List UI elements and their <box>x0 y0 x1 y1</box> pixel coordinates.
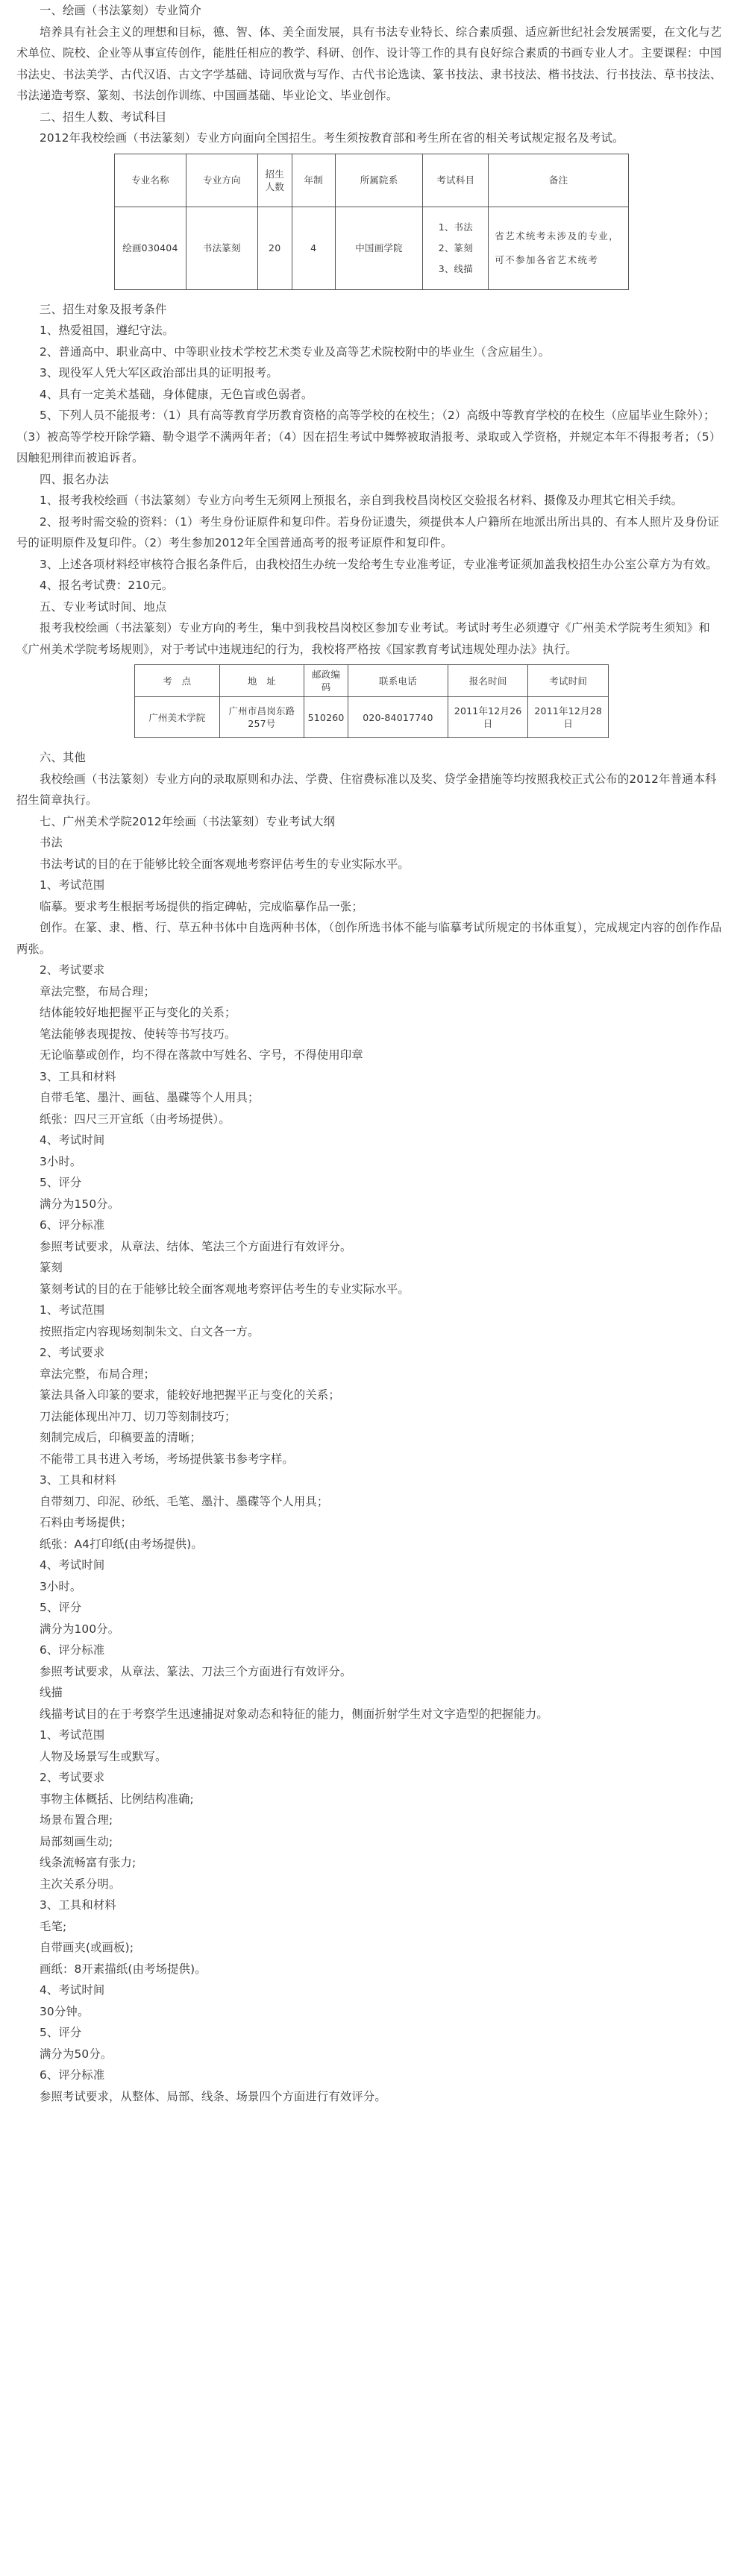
syllabus-line: 纸张：A4打印纸(由考场提供)。 <box>40 1537 203 1551</box>
syllabus-line: 事物主体概括、比例结构准确; <box>40 1792 194 1806</box>
enrollment-table-wrap <box>16 149 727 299</box>
table-header-cell: 报名时间 <box>448 665 528 697</box>
syllabus-line: 参照考试要求，从章法、结体、笔法三个方面进行有效评分。 <box>40 1239 352 1253</box>
shufa-lines <box>16 875 727 1257</box>
subject-purpose: 线描考试目的在于考察学生迅速捕捉对象动态和特征的能力，侧面折射学生对文字造型的把握能力。 <box>40 1707 548 1721</box>
table-row <box>135 697 609 738</box>
syllabus-line: 满分为50分。 <box>40 2047 113 2061</box>
cell-postcode: 510260 <box>304 697 348 738</box>
list-item: 5、下列人员不能报考：（1）具有高等教育学历教育资格的高等学校的在校生；（2）高级中等教育学校的在校生（应届毕业生除外）；（3）被高等学校开除学籍、勒令退学不满两年者；（4）因在招生考试中舞弊被取消报考、录取或入学资格，并规定本年不得报考者；（5）因触犯刑律而被追诉者。 <box>16 409 721 465</box>
syllabus-line: 满分为150分。 <box>40 1197 120 1211</box>
syllabus-line: 2、考试要求 <box>40 1346 105 1359</box>
subject-item: 3、线描 <box>438 262 473 274</box>
syllabus-line: 满分为100分。 <box>40 1622 120 1636</box>
exam-time-paragraph: 报考我校绘画（书法篆刻）专业方向的考生，集中到我校昌岗校区参加专业考试。考试时考生必须遵守《广州美术学院考生须知》和《广州美术学院考场规则》，对于考试中违规违纪的行为，我校将严格按《国家教育考试违规处理办法》执行。 <box>16 621 710 656</box>
exam-table-wrap <box>16 660 727 747</box>
syllabus-line: 画纸：8开素描纸(由考场提供)。 <box>40 1962 207 1976</box>
zhuanke-block <box>16 1257 727 1682</box>
syllabus-line: 临摹。要求考生根据考场提供的指定碑帖，完成临摹作品一张； <box>40 899 363 913</box>
xianmiao-lines <box>16 1725 727 2107</box>
syllabus-line: 自带刻刀、印泥、砂纸、毛笔、墨汁、墨碟等个人用具； <box>40 1494 329 1508</box>
list-item: 4、报名考试费：210元。 <box>40 579 174 592</box>
table-header-row <box>115 154 629 207</box>
syllabus-line: 4、考试时间 <box>40 1558 105 1572</box>
syllabus-line: 无论临摹或创作，均不得在落款中写姓名、字号，不得使用印章 <box>40 1048 363 1062</box>
section-heading-enrollment: 二、招生人数、考试科目 <box>40 110 167 124</box>
subject-item: 2、篆刻 <box>438 242 473 253</box>
table-header-row <box>135 665 609 697</box>
syllabus-line: 笔法能够表现提按、使转等书写技巧。 <box>40 1027 236 1041</box>
section-heading-registration: 四、报名办法 <box>40 472 109 486</box>
syllabus-line: 毛笔; <box>40 1919 67 1933</box>
syllabus-line: 不能带工具书进入考场，考场提供篆书参考字样。 <box>40 1452 294 1466</box>
table-header-cell: 考 点 <box>135 665 220 697</box>
section-heading-syllabus: 七、广州美术学院2012年绘画（书法篆刻）专业考试大纲 <box>40 814 336 828</box>
syllabus-line: 石料由考场提供； <box>40 1516 132 1529</box>
syllabus-line: 自带毛笔、墨汁、画毡、墨碟等个人用具； <box>40 1091 260 1104</box>
syllabus-line: 5、评分 <box>40 1176 82 1189</box>
other-paragraph: 我校绘画（书法篆刻）专业方向的录取原则和办法、学费、住宿费标准以及奖、贷学金措施等均按照我校正式公布的2012年普通本科招生简章执行。 <box>16 772 717 807</box>
syllabus-line: 结体能较好地把握平正与变化的关系； <box>40 1006 236 1019</box>
list-item: 4、具有一定美术基础，身体健康，无色盲或色弱者。 <box>40 387 313 401</box>
syllabus-line: 纸张：四尺三开宣纸（由考场提供）。 <box>40 1112 231 1126</box>
syllabus-line: 1、考试范围 <box>40 1303 105 1317</box>
table-header-cell: 备注 <box>489 154 629 207</box>
syllabus-line: 6、评分标准 <box>40 1218 105 1232</box>
syllabus-line: 3、工具和材料 <box>40 1898 116 1912</box>
table-header-cell: 招生人数 <box>257 154 292 207</box>
cell-phone: 020-84017740 <box>348 697 448 738</box>
subject-title: 线描 <box>40 1686 63 1699</box>
list-item: 2、普通高中、职业高中、中等职业技术学校艺术类专业及高等艺术院校附中的毕业生（含应届生）。 <box>40 344 551 359</box>
cell-quota: 20 <box>257 207 292 289</box>
cell-subjects <box>423 207 489 289</box>
table-header-cell: 年制 <box>292 154 335 207</box>
zhuanke-lines <box>16 1300 727 1682</box>
table-row <box>115 207 629 289</box>
syllabus-line: 章法完整，布局合理； <box>40 984 155 998</box>
syllabus-line: 主次关系分明。 <box>40 1877 121 1891</box>
syllabus-line: 4、考试时间 <box>40 1133 105 1147</box>
cell-direction: 书法篆刻 <box>186 207 257 289</box>
syllabus-line: 参照考试要求，从章法、篆法、刀法三个方面进行有效评分。 <box>40 1664 352 1678</box>
syllabus-line: 3小时。 <box>40 1579 82 1593</box>
subject-title: 篆刻 <box>40 1261 63 1274</box>
syllabus-line: 章法完整，布局合理； <box>40 1367 155 1381</box>
subject-purpose: 书法考试的目的在于能够比较全面客观地考察评估考生的专业实际水平。 <box>40 857 410 871</box>
syllabus-line: 2、考试要求 <box>40 963 105 977</box>
cell-years: 4 <box>292 207 335 289</box>
intro-paragraph: 培养具有社会主义的理想和目标，德、智、体、美全面发展，具有书法专业特长、综合素质强、适应新世纪社会发展需要，在文化与艺术单位、院校、企业等从事宣传创作，能胜任相应的教学、科研、创作、设计等工作的具有良好综合素质的书画专业人才。主要课程：中国书法史、书法美学、古代汉语、古文字学基础、诗词欣赏与写作、古代书论选读、篆书技法、隶书技法、楷书技法、行书技法、草书技法、书法递造考察、篆刻、书法创作训练、中国画基础、毕业论文、毕业创作。 <box>16 25 722 102</box>
table-header-cell: 专业方向 <box>186 154 257 207</box>
syllabus-line: 1、考试范围 <box>40 1728 105 1742</box>
syllabus-line: 3小时。 <box>40 1154 82 1168</box>
subject-title: 书法 <box>40 836 63 849</box>
list-item: 1、报考我校绘画（书法篆刻）专业方向考生无须网上预报名，亲自到我校昌岗校区交验报名材料、摄像及办理其它相关手续。 <box>40 494 683 507</box>
syllabus-line: 篆法具备入印篆的要求，能较好地把握平正与变化的关系； <box>40 1388 340 1402</box>
subject-purpose: 篆刻考试的目的在于能够比较全面客观地考察评估考生的专业实际水平。 <box>40 1282 410 1296</box>
syllabus-line: 3、工具和材料 <box>40 1473 116 1487</box>
syllabus-line: 人物及场景写生或默写。 <box>40 1749 167 1763</box>
syllabus-line: 6、评分标准 <box>40 2068 105 2082</box>
syllabus-line: 3、工具和材料 <box>40 1069 116 1083</box>
syllabus-line: 创作。在篆、隶、楷、行、草五种书体中自选两种书体，（创作所选书体不能与临摹考试所规定的书体重复），完成规定内容的创作作品两张。 <box>16 921 722 956</box>
table-header-cell: 联系电话 <box>348 665 448 697</box>
syllabus-line: 参照考试要求，从整体、局部、线条、场景四个方面进行有效评分。 <box>40 2089 386 2103</box>
section-heading-intro: 一、绘画（书法篆刻）专业简介 <box>40 4 201 17</box>
enrollment-table <box>114 154 629 290</box>
section-heading-eligibility: 三、招生对象及报考条件 <box>40 302 167 316</box>
shufa-block <box>16 832 727 1257</box>
syllabus-line: 30分钟。 <box>40 2004 90 2018</box>
table-header-cell: 考试时间 <box>528 665 609 697</box>
cell-major: 绘画030404 <box>115 207 186 289</box>
syllabus-line: 5、评分 <box>40 2026 82 2039</box>
syllabus-line: 线条流畅富有张力; <box>40 1856 137 1869</box>
list-item: 2、报考时需交验的资料：（1）考生身份证原件和复印件。若身份证遗失，须提供本人户籍所在地派出所出具的、有本人照片及身份证号的证明原件及复印件。（2）考生参加2012年全国普通高考的报考证原件和复印件。 <box>16 514 720 549</box>
cell-exam-time: 2011年12月28日 <box>528 697 609 738</box>
enrollment-paragraph: 2012年我校绘画（书法篆刻）专业方向面向全国招生。考生须按教育部和考生所在省的相关考试规定报名及考试。 <box>40 131 624 145</box>
section-heading-other: 六、其他 <box>40 751 86 764</box>
cell-address: 广州市昌岗东路257号 <box>219 697 304 738</box>
syllabus-line: 2、考试要求 <box>40 1771 105 1784</box>
bottom-spacer <box>16 2107 727 2110</box>
table-header-cell: 考试科目 <box>423 154 489 207</box>
table-header-cell: 专业名称 <box>115 154 186 207</box>
syllabus-line: 1、考试范围 <box>40 878 105 892</box>
syllabus-line: 刻制完成后，印稿要盖的清晰； <box>40 1431 201 1444</box>
syllabus-line: 5、评分 <box>40 1601 82 1614</box>
cell-site: 广州美术学院 <box>135 697 220 738</box>
syllabus-line: 6、评分标准 <box>40 1643 105 1657</box>
xianmiao-block <box>16 1682 727 2107</box>
syllabus-line: 刀法能体现出冲刀、切刀等刻制技巧； <box>40 1409 236 1423</box>
list-item: 3、现役军人凭大军区政治部出具的证明报考。 <box>40 366 278 380</box>
list-item: 1、热爱祖国，遵纪守法。 <box>40 324 175 337</box>
cell-note: 省艺术统考未涉及的专业，可不参加各省艺术统考 <box>489 207 629 289</box>
syllabus-line: 场景布置合理; <box>40 1813 113 1827</box>
list-item: 3、上述各项材料经审核符合报名条件后，由我校招生办统一发给考生专业准考证，专业准考证须加盖我校招生办公室公章方为有效。 <box>40 557 718 571</box>
section-heading-exam-time: 五、专业考试时间、地点 <box>40 599 167 614</box>
cell-department: 中国画学院 <box>335 207 423 289</box>
subject-item: 1、书法 <box>438 221 473 233</box>
syllabus-line: 自带画夹(或画板); <box>40 1941 134 1954</box>
table-header-cell: 所属院系 <box>335 154 423 207</box>
syllabus-line: 按照指定内容现场刻制朱文、白文各一方。 <box>40 1324 260 1338</box>
exam-table <box>134 664 609 738</box>
table-header-cell: 邮政编码 <box>304 665 348 697</box>
syllabus-line: 局部刻画生动; <box>40 1834 113 1848</box>
table-header-cell: 地 址 <box>219 665 304 697</box>
syllabus-line: 4、考试时间 <box>40 1983 105 1997</box>
cell-reg-time: 2011年12月26日 <box>448 697 528 738</box>
